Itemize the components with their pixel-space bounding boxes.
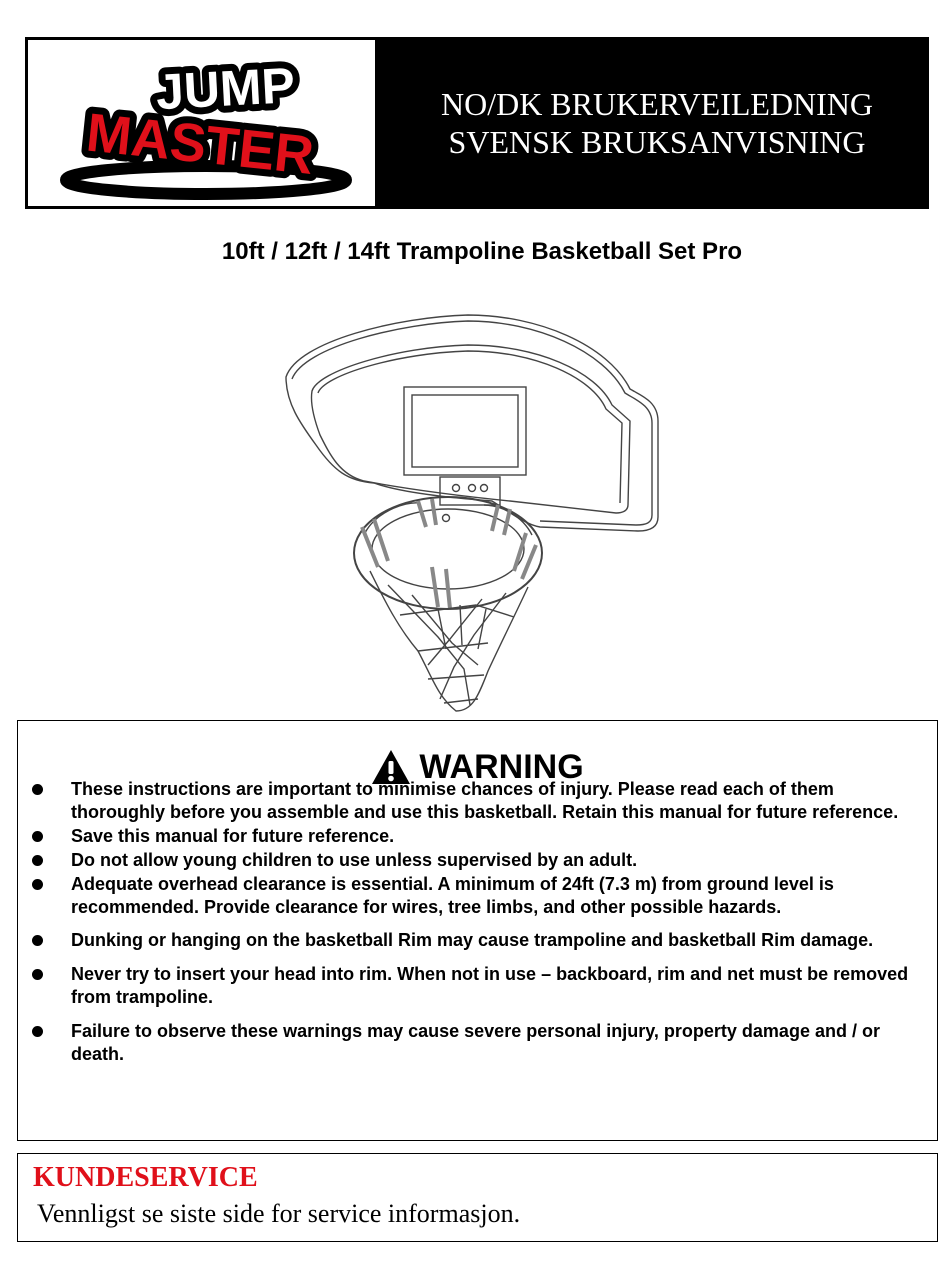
customer-service-text: Vennligst se siste side for service informasjon. xyxy=(37,1199,521,1228)
warning-item: Dunking or hanging on the basketball Rim may cause trampoline and basketball Rim damage. xyxy=(32,929,922,952)
logo-jump: JUMP xyxy=(154,57,297,121)
bullet-icon xyxy=(32,1026,43,1037)
warning-item: These instructions are important to minimise chances of injury. Please read each of them thoroughly before you assemble and use this basketball. Retain this manual for future reference. xyxy=(32,778,922,824)
bullet-icon xyxy=(32,879,43,890)
brand-logo-box xyxy=(28,40,378,206)
warning-item: Save this manual for future reference. xyxy=(32,825,922,848)
customer-service-title: KUNDESERVICE xyxy=(33,1162,258,1193)
warning-item: Failure to observe these warnings may cause severe personal injury, property damage and / or death. xyxy=(32,1020,922,1066)
bullet-icon xyxy=(32,784,43,795)
warning-title: WARNING xyxy=(419,748,584,786)
warning-box xyxy=(17,720,938,1141)
title-line-2: SVENSK BRUKSANVISNING xyxy=(448,124,866,160)
header-banner xyxy=(25,37,929,209)
bullet-icon xyxy=(32,969,43,980)
warning-item: Never try to insert your head into rim. When not in use – backboard, rim and net must be removed from trampoline. xyxy=(32,963,922,1009)
warning-list xyxy=(32,778,922,1066)
warning-item: Adequate overhead clearance is essential. A minimum of 24ft (7.3 m) from ground level is recommended. Provide clearance for wires, tree limbs, and other possible hazards. xyxy=(32,873,922,919)
basketball-hoop-illustration xyxy=(278,305,668,725)
bullet-icon xyxy=(32,855,43,866)
customer-service-box xyxy=(17,1153,938,1242)
title-line-1: NO/DK BRUKERVEILEDNING xyxy=(440,86,874,122)
warning-item: Do not allow young children to use unless supervised by an adult. xyxy=(32,849,922,872)
bullet-icon xyxy=(32,935,43,946)
logo-master: MASTER xyxy=(83,102,317,186)
product-title: 10ft / 12ft / 14ft Trampoline Basketball Set Pro xyxy=(221,238,743,265)
jump-master-logo xyxy=(28,40,372,206)
bullet-icon xyxy=(32,831,43,842)
manual-language-title xyxy=(378,40,926,206)
